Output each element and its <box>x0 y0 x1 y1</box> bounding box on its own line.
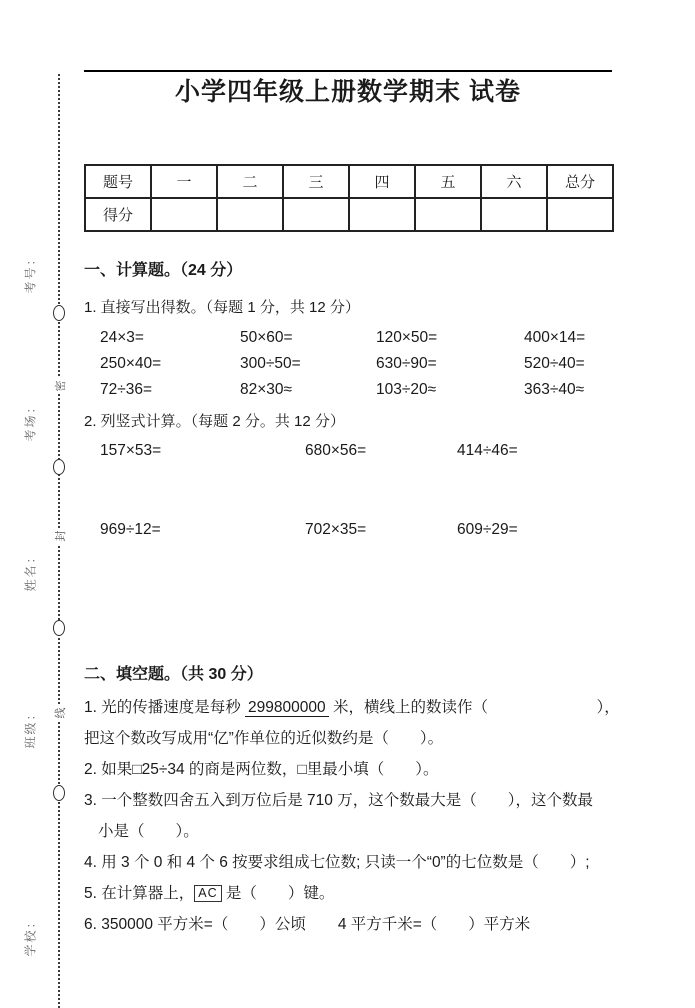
math-problem: 120×50= <box>376 329 438 346</box>
math-problem: 82×30≈ <box>240 381 293 398</box>
fill-q3-line1: 3. 一个整数四舍五入到万位后是 710 万，这个数最大是（ ），这个数最 <box>84 792 593 809</box>
score-header-cell: 总分 <box>547 165 613 198</box>
score-header-cell: 五 <box>415 165 481 198</box>
score-header-cell: 六 <box>481 165 547 198</box>
seal-fold-circle <box>53 785 65 801</box>
fill-q3-line2: 小是（ ）。 <box>98 823 199 840</box>
margin-label-exam-number: 考号： <box>23 250 38 294</box>
score-header-cell: 二 <box>217 165 283 198</box>
math-problem: 363÷40≈ <box>524 381 585 398</box>
score-table-score-row <box>85 198 613 231</box>
math-problem: 50×60= <box>240 329 293 346</box>
section2-heading: 二、填空题。（共 30 分） <box>84 666 263 683</box>
math-problem: 157×53= <box>100 442 162 459</box>
seal-line-char: 线 <box>52 705 68 721</box>
seal-line-char: 密 <box>52 378 68 394</box>
math-problem: 680×56= <box>305 442 367 459</box>
math-problem: 24×3= <box>100 329 144 346</box>
math-problem: 250×40= <box>100 355 162 372</box>
fill-q1-line1: 1. 光的传播速度是每秒 299800000 米，横线上的数读作（ ）， <box>84 699 620 716</box>
score-empty-cell <box>151 198 217 231</box>
score-header-cell: 四 <box>349 165 415 198</box>
margin-label-exam-room: 考场： <box>23 398 38 442</box>
fill-q5: 5. 在计算器上， AC 是（ ）键。 <box>84 885 335 902</box>
math-problem: 609÷29= <box>457 521 518 538</box>
seal-fold-circle <box>53 620 65 636</box>
score-table <box>84 164 614 232</box>
fill-q6: 6. 350000 平方米=（ ）公顷 4 平方千米=（ ）平方米 <box>84 916 531 933</box>
math-problem: 72÷36= <box>100 381 153 398</box>
math-problem: 630÷90= <box>376 355 437 372</box>
score-table-header-row <box>85 165 613 198</box>
margin-label-name: 姓名： <box>23 548 38 592</box>
title-rule <box>84 70 612 72</box>
exam-paper <box>84 0 640 940</box>
math-problem: 103÷20≈ <box>376 381 437 398</box>
math-problem: 414÷46= <box>457 442 518 459</box>
score-empty-cell <box>217 198 283 231</box>
score-empty-cell <box>415 198 481 231</box>
score-row-label: 得分 <box>85 198 151 231</box>
section1-heading: 一、计算题。（24 分） <box>84 262 243 279</box>
score-empty-cell <box>283 198 349 231</box>
fill-q4: 4. 用 3 个 0 和 4 个 6 按要求组成七位数; 只读一个“0”的七位数是（ ）; <box>84 854 590 871</box>
column-math-row1 <box>84 439 640 463</box>
column-math-row2 <box>84 518 640 542</box>
margin-label-school: 学校： <box>23 913 38 957</box>
math-problem: 400×14= <box>524 329 586 346</box>
seal-fold-circle <box>53 459 65 475</box>
math-problem: 702×35= <box>305 521 367 538</box>
score-empty-cell <box>547 198 613 231</box>
seal-fold-circle <box>53 305 65 321</box>
section1-q2-label: 2. 列竖式计算。（每题 2 分。共 12 分） <box>84 413 345 430</box>
section1-q1-label: 1. 直接写出得数。（每题 1 分，共 12 分） <box>84 299 360 316</box>
fill-q2: 2. 如果□25÷34 的商是两位数，□里最小填（ ）。 <box>84 761 439 778</box>
score-header-cell: 一 <box>151 165 217 198</box>
score-empty-cell <box>349 198 415 231</box>
math-problem: 969÷12= <box>100 521 161 538</box>
fill-q1-line2: 把这个数改写成用“亿”作单位的近似数约是（ ）。 <box>84 730 444 747</box>
score-empty-cell <box>481 198 547 231</box>
score-header-cell: 三 <box>283 165 349 198</box>
math-problem: 300÷50= <box>240 355 301 372</box>
mental-math-grid <box>84 325 640 403</box>
margin-label-class: 班级： <box>23 705 38 749</box>
math-problem: 520÷40= <box>524 355 585 372</box>
seal-line-char: 封 <box>52 528 68 544</box>
score-header-cell: 题号 <box>85 165 151 198</box>
calculator-ac-key: AC <box>194 885 221 902</box>
underlined-number: 299800000 <box>245 699 329 717</box>
page-title: 小学四年级上册数学期末 试卷 <box>175 78 521 106</box>
